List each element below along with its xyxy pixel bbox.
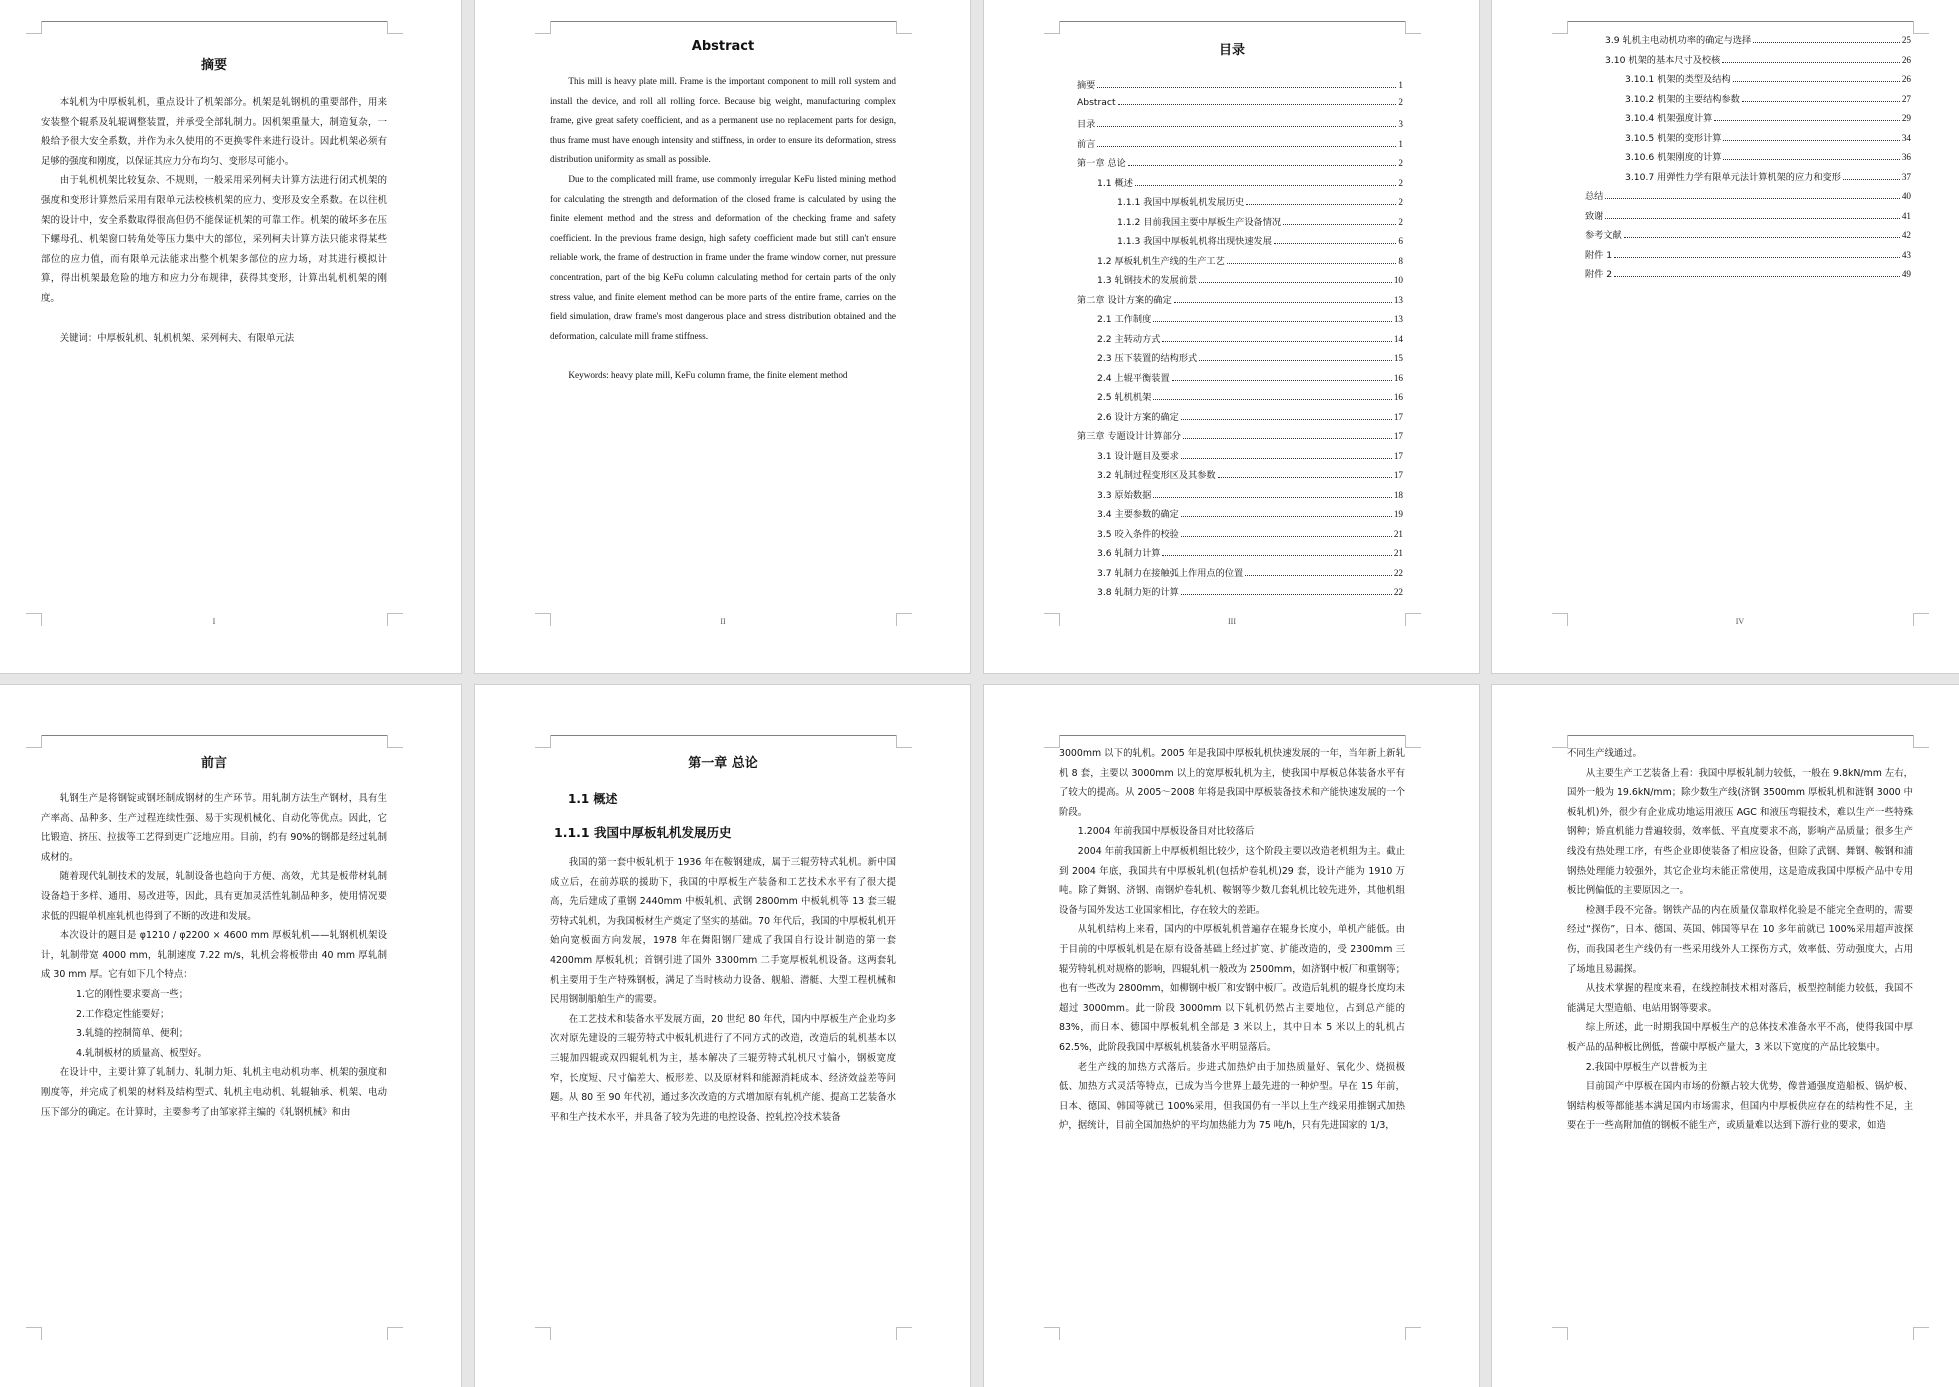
toc-leader-dots — [1153, 321, 1392, 322]
toc-entry-label: 第三章 专题设计计算部分 — [1077, 431, 1181, 442]
toc-leader-dots — [1172, 380, 1392, 381]
toc-entry-page: 17 — [1393, 450, 1403, 461]
toc-leader-dots — [1181, 419, 1392, 420]
paragraph: 在设计中，主要计算了轧制力、轧制力矩、轧机主电动机功率、机架的强度和刚度等，并完成了机架的材料及结构型式、轧机主电动机、轧辊轴承、机架、电动压下部分的确定。在计算时，主要参考了由邹家祥主编的《轧钢机械》和由 — [41, 1067, 387, 1118]
toc-entry-label: 3.10.2 机架的主要结构参数 — [1625, 93, 1740, 105]
toc-entry-page: 1 — [1398, 138, 1403, 149]
toc-entry-label: 1.1.2 目前我国主要中厚板生产设备情况 — [1117, 216, 1282, 228]
toc-leader-dots — [1097, 146, 1396, 147]
toc-entry-label: 3.10.6 机架刚度的计算 — [1625, 152, 1722, 163]
toc-entry-label: 2.2 主转动方式 — [1097, 333, 1161, 345]
toc-leader-dots — [1605, 218, 1899, 219]
toc-entry-label: 3.8 轧制力矩的计算 — [1097, 587, 1179, 598]
toc-leader-dots — [1722, 62, 1900, 63]
toc-entry[interactable] — [1077, 545, 1403, 565]
toc-entry-label: 参考文献 — [1585, 230, 1622, 241]
toc-entry-page: 22 — [1393, 587, 1403, 597]
toc-entry[interactable] — [1077, 97, 1403, 117]
document-page — [1492, 685, 1959, 1387]
toc-entry-page: 2 — [1398, 96, 1403, 107]
toc-entry-label: 3.10.5 机架的变形计算 — [1625, 132, 1722, 144]
toc-entry-label: 3.10 机架的基本尺寸及校核 — [1605, 54, 1721, 66]
document-page — [984, 0, 1479, 673]
toc-leader-dots — [1283, 224, 1396, 225]
toc-entry[interactable] — [1077, 409, 1403, 429]
toc-entry-page: 13 — [1393, 314, 1403, 324]
list-item: 4.轧制板材的质量高、板型好。 — [76, 1047, 207, 1059]
margin-corner-mark — [1044, 735, 1060, 748]
table-of-contents — [1585, 32, 1911, 286]
toc-entry-page: 26 — [1901, 54, 1911, 65]
margin-corner-mark — [1044, 613, 1060, 626]
toc-leader-dots — [1199, 360, 1392, 361]
toc-entry[interactable] — [1077, 428, 1403, 448]
document-page — [984, 685, 1479, 1387]
header-rule — [1059, 735, 1405, 736]
keywords: 关键词：中厚板轧机、轧机机架、采列柯夫、有限单元法 — [59, 332, 295, 344]
paragraph: 轧钢生产是将钢锭或钢坯制成钢材的生产环节。用轧制方法生产钢材，具有生产率高、品种多、生产过程连续性强、易于实现机械化、自动化等优点。因此，它比锻造、挤压、拉拔等工艺得到更广泛地应用。目前，约有 90%的钢都是经过轧制成材的。 — [41, 793, 387, 863]
toc-entry-page: 2 — [1398, 197, 1403, 207]
toc-entry-label: 3.10.4 机架强度计算 — [1625, 113, 1713, 124]
toc-entry[interactable] — [1585, 130, 1911, 150]
paragraph: 1.2004 年前我国中厚板设备目对比较落后 — [1077, 826, 1255, 838]
toc-entry-label: 1.1.3 我国中厚板轧机将出现快速发展 — [1117, 236, 1272, 247]
toc-entry-page: 2 — [1398, 158, 1403, 168]
toc-entry-page: 13 — [1393, 294, 1403, 305]
toc-entry-label: 2.6 设计方案的确定 — [1097, 411, 1179, 423]
list-item: 3.轧缝的控制简单、便利； — [76, 1028, 189, 1040]
toc-entry[interactable] — [1077, 389, 1403, 409]
toc-entry[interactable] — [1585, 110, 1911, 130]
paragraph: 目前国产中厚板在国内市场的份额占较大优势，像普通强度造船板、锅炉板、钢结构板等都能基本满足国内市场需求，但国内中厚板供应存在的结构性不足，主要在于一些高附加值的钢板不能生产，或质量难以达到下游行业的要求，如造 — [1567, 1081, 1913, 1132]
toc-entry-page: 22 — [1393, 567, 1403, 578]
toc-leader-dots — [1733, 81, 1900, 82]
document-page — [475, 0, 970, 673]
list-item: 1.它的刚性要求要高一些； — [76, 988, 189, 1000]
toc-entry-page: 21 — [1393, 548, 1403, 558]
page-number: II — [720, 617, 726, 626]
margin-corner-mark — [1405, 1327, 1421, 1340]
toc-leader-dots — [1153, 399, 1392, 400]
toc-entry-page: 26 — [1901, 74, 1911, 84]
margin-corner-mark — [26, 21, 42, 34]
page-title: 前言 — [200, 756, 227, 771]
toc-entry[interactable] — [1077, 467, 1403, 487]
toc-leader-dots — [1162, 341, 1391, 342]
toc-entry[interactable] — [1585, 32, 1911, 52]
toc-entry[interactable] — [1077, 136, 1403, 156]
toc-entry-label: 3.9 轧机主电动机功率的确定与选择 — [1605, 35, 1752, 46]
toc-entry-page: 17 — [1393, 470, 1403, 480]
toc-leader-dots — [1183, 438, 1392, 439]
page-content — [41, 752, 387, 1122]
margin-corner-mark — [896, 735, 912, 748]
toc-leader-dots — [1118, 104, 1397, 105]
header-rule — [41, 735, 387, 736]
toc-entry[interactable] — [1077, 487, 1403, 507]
toc-leader-dots — [1614, 257, 1900, 258]
toc-entry-page: 8 — [1398, 255, 1403, 266]
page-title: Abstract — [691, 39, 755, 54]
document-page — [0, 685, 461, 1387]
toc-entry-label: 3.3 原始数据 — [1097, 489, 1152, 501]
margin-corner-mark — [1552, 613, 1568, 626]
toc-entry-label: 3.7 轧制力在接触弧上作用点的位置 — [1097, 567, 1244, 579]
page-title: 摘要 — [200, 58, 227, 73]
toc-entry-label: 2.1 工作制度 — [1097, 314, 1152, 325]
toc-leader-dots — [1742, 101, 1900, 102]
page-content — [41, 54, 387, 348]
header-rule — [1059, 21, 1405, 22]
margin-corner-mark — [896, 21, 912, 34]
toc-entry[interactable] — [1077, 214, 1403, 234]
margin-corner-mark — [1913, 613, 1929, 626]
margin-corner-mark — [26, 1327, 42, 1340]
page-content — [550, 752, 896, 1127]
toc-entry-label: 1.3 轧钢技术的发展前景 — [1097, 275, 1198, 286]
toc-entry-label: 3.5 咬入条件的校验 — [1097, 528, 1179, 540]
paragraph: 综上所述，此一时期我国中厚板生产的总体技术准备水平不高，使得我国中厚板产品的品种板比例低，普碳中厚板产量大，3 米以下宽度的产品比较集中。 — [1567, 1022, 1913, 1053]
toc-leader-dots — [1714, 120, 1900, 121]
toc-leader-dots — [1181, 594, 1392, 595]
toc-entry[interactable] — [1077, 272, 1403, 292]
toc-entry-page: 19 — [1393, 509, 1403, 519]
toc-entry[interactable] — [1077, 526, 1403, 546]
toc-entry-label: 3.2 轧制过程变形区及其参数 — [1097, 470, 1216, 481]
toc-entry-label: 目录 — [1077, 119, 1096, 130]
toc-leader-dots — [1128, 165, 1397, 166]
toc-leader-dots — [1605, 198, 1899, 199]
margin-corner-mark — [387, 1327, 403, 1340]
paragraph: 3000mm 以下的轧机。2005 年是我国中厚板轧机快速发展的一年，当年新上新轧机 8 套，主要以 3000mm 以上的宽厚板轧机为主，使我国中厚板总体装备水平有了较大的提高。从 2005～2008 年将是我国中厚板装备技术和产能快速发展的一个阶段。 — [1059, 748, 1405, 818]
toc-entry-page: 2 — [1398, 177, 1403, 188]
toc-entry[interactable] — [1077, 116, 1403, 136]
toc-leader-dots — [1181, 516, 1392, 517]
toc-leader-dots — [1614, 276, 1900, 277]
toc-entry-page: 3 — [1398, 119, 1403, 129]
toc-entry-page: 41 — [1901, 210, 1911, 221]
toc-leader-dots — [1097, 126, 1396, 127]
paragraph: 老生产线的加热方式落后。步进式加热炉由于加热质量好、氧化少、烧损极低、加热方式灵活等特点，已成为当今世界上最先进的一种炉型。早在 15 年前，日本、德国、韩国等就已 100%采用，但我国仍有一半以上生产线采用推钢式加热炉，据统计，目前全国加热炉的平均加热能力为 75 吨/h，只有先进国家的 1/3， — [1059, 1061, 1405, 1132]
margin-corner-mark — [1405, 21, 1421, 34]
paragraph: This mill is heavy plate mill. Frame is the important component to mill roll system and install the device, and roll all rolling force. Because big weight, manufacturing complex frame, give great safety coefficient, and as a permanent use no replacement parts for design, thus frame must have enough intensity and stiffness, in order to ensure its deformation, stress distribution uniformity as small as possible. — [550, 76, 896, 165]
toc-entry-label: 第二章 设计方案的确定 — [1077, 294, 1172, 306]
margin-corner-mark — [535, 735, 551, 748]
paragraph: 检测手段不完备。钢铁产品的内在质量仅靠取样化验是不能完全查明的，需要经过“探伤”，日本、德国、英国、韩国等早在 10 多年前就已 100%采用超声波探伤，而我国老生产线仍有一些采用线外人工探伤方式，效率低、劳动强度大，占用了场地且易漏探。 — [1567, 904, 1913, 975]
paragraph: 不同生产线通过。 — [1567, 748, 1643, 759]
margin-corner-mark — [1044, 21, 1060, 34]
toc-entry-page: 16 — [1393, 372, 1403, 383]
toc-entry[interactable] — [1077, 155, 1403, 175]
toc-entry-page: 10 — [1393, 275, 1403, 285]
toc-entry[interactable] — [1585, 188, 1911, 208]
margin-corner-mark — [1913, 1327, 1929, 1340]
margin-corner-mark — [1913, 735, 1929, 748]
toc-entry[interactable] — [1077, 194, 1403, 214]
toc-leader-dots — [1162, 555, 1391, 556]
toc-entry-label: Abstract — [1077, 96, 1116, 108]
toc-entry[interactable] — [1585, 208, 1911, 228]
margin-corner-mark — [26, 735, 42, 748]
toc-entry-page: 40 — [1901, 191, 1911, 201]
margin-corner-mark — [1552, 1327, 1568, 1340]
paragraph: 随着现代轧制技术的发展，轧制设备也趋向于方便、高效，尤其是板带材轧制设备趋于多样、通用、易改进等，因此，具有更加灵活性轧制品种多，使用情况要求低的四辊单机座轧机也得到了不断的改进和发展。 — [41, 871, 387, 922]
margin-corner-mark — [896, 1327, 912, 1340]
toc-entry[interactable] — [1077, 175, 1403, 195]
page-content — [1567, 744, 1913, 1136]
toc-leader-dots — [1181, 458, 1392, 459]
toc-entry-label: 3.1 设计题目及要求 — [1097, 450, 1179, 462]
toc-leader-dots — [1199, 282, 1392, 283]
toc-entry[interactable] — [1077, 253, 1403, 273]
margin-corner-mark — [535, 1327, 551, 1340]
toc-entry-label: 2.5 轧机机架 — [1097, 392, 1152, 403]
toc-entry[interactable] — [1585, 149, 1911, 169]
toc-entry-label: 摘要 — [1077, 80, 1096, 91]
margin-corner-mark — [387, 21, 403, 34]
header-rule — [1567, 735, 1913, 736]
page-number: III — [1228, 617, 1236, 626]
page-number: IV — [1735, 617, 1745, 626]
paragraph: 从轧机结构上来看，国内的中厚板轧机普遍存在辊身长度小，单机产能低。由于目前的中厚板轧机是在原有设备基础上经过扩宽、扩能改造的，受 2300mm 三辊劳特轧机对规格的影响，四辊轧机一般改为 2500mm，如济钢中板厂和重钢等；也有一些改为 2800mm，如柳钢中板厂和安钢中板厂。改造后轧机的辊身长度均未超过 3000mm。此一阶段 3000mm 以下轧机仍然占主要地位，占到总产能的 83%，而日本、德国中厚板轧机全部是 3 米以上，其中日本 5 米以上的轧机占 62.5%，此阶段我国中厚板轧机装备水平明显落后。 — [1059, 924, 1405, 1053]
header-rule — [1567, 21, 1913, 22]
toc-entry-page: 14 — [1393, 333, 1403, 344]
toc-entry-page: 36 — [1901, 152, 1911, 162]
toc-entry-page: 37 — [1901, 171, 1911, 182]
toc-entry[interactable] — [1585, 52, 1911, 72]
toc-entry-label: 第一章 总论 — [1077, 158, 1126, 169]
paragraph: 从主要生产工艺装备上看：我国中厚板轧制力较低，一般在 9.8kN/mm 左右，国外一般为 19.6kN/mm；除少数生产线(济钢 3500mm 厚板轧机和涟钢 3000 中板轧机)外，很少有企业成功地运用液压 AGC 和液压弯辊技术，难以生产一些特殊钢种；矫直机能力普遍较弱，效率低、平直度要求不高，影响产品质量；很多生产线没有热处理工序，有些企业即使装备了相应设备，但除了武钢、舞钢、鞍钢和浦钢热处理能力较强外，其它企业均未能正常使用，这是造成我国中厚板产品中专用板比例偏低的主要原因之一。 — [1567, 767, 1913, 897]
toc-entry-label: 3.6 轧制力计算 — [1097, 548, 1161, 559]
paragraph: 本次设计的题目是 φ1210 / φ2200 × 4600 mm 厚板轧机——轧钢机机架设计，轧制带宽 4000 mm，轧制速度 7.22 m/s，轧机会将板带由 40 mm 厚轧制成 30 mm 厚。它有如下几个特点： — [41, 930, 387, 981]
toc-entry-label: 2.4 上辊平衡装置 — [1097, 372, 1170, 384]
toc-entry[interactable] — [1585, 247, 1911, 267]
toc-entry-page: 15 — [1393, 353, 1403, 363]
margin-corner-mark — [1044, 1327, 1060, 1340]
toc-entry-label: 1.1.1 我国中厚板轧机发展历史 — [1117, 197, 1245, 208]
toc-leader-dots — [1274, 243, 1396, 244]
toc-entry-page: 2 — [1398, 216, 1403, 227]
toc-entry[interactable] — [1585, 227, 1911, 247]
toc-entry-label: 附件 2 — [1585, 269, 1613, 280]
toc-entry[interactable] — [1077, 584, 1403, 604]
margin-corner-mark — [1405, 613, 1421, 626]
paragraph: 2.我国中厚板生产以普板为主 — [1585, 1061, 1708, 1073]
toc-entry[interactable] — [1077, 448, 1403, 468]
page-title: 第一章 总论 — [688, 756, 758, 771]
toc-entry[interactable] — [1077, 233, 1403, 253]
toc-entry-label: 附件 1 — [1585, 249, 1613, 261]
toc-entry-page: 18 — [1393, 489, 1403, 500]
margin-corner-mark — [387, 735, 403, 748]
toc-entry-page: 25 — [1901, 35, 1911, 45]
toc-entry[interactable] — [1585, 71, 1911, 91]
document-page — [475, 685, 970, 1387]
margin-corner-mark — [535, 21, 551, 34]
margin-corner-mark — [387, 613, 403, 626]
document-page — [1492, 0, 1959, 673]
toc-entry-label: 3.10.1 机架的类型及结构 — [1625, 74, 1731, 85]
table-of-contents — [1077, 77, 1403, 604]
toc-entry[interactable] — [1077, 350, 1403, 370]
toc-entry[interactable] — [1077, 331, 1403, 351]
toc-leader-dots — [1174, 302, 1392, 303]
toc-entry[interactable] — [1077, 311, 1403, 331]
page-title: 目录 — [1218, 43, 1245, 58]
keywords: Keywords: heavy plate mill, KeFu column frame, the finite element method — [568, 370, 848, 381]
page-content — [550, 39, 896, 386]
paragraph: 由于轧机机架比较复杂、不规则，一般采用采列柯夫计算方法进行闭式机架的强度和变形计算然后采用有限单元法校核机架的应力、变形及安全系数。在以往机架的设计中，安全系数取得很高但仍不能保证机架的可靠工作。机架的破坏多在压下螺母孔、机架窗口转角处等压力集中大的部位，采列柯夫计算方法只能求得某些部位的应力值，而有限单元法能求出整个机架多部位的应力场，对其进行模拟计算，得出机架最危险的地方和应力分布规律，获得其变形，计算出轧机机架的刚度。 — [41, 175, 387, 304]
paragraph: 我国的第一套中板轧机于 1936 年在鞍钢建成，属于三辊劳特式轧机。新中国成立后，在前苏联的援助下，我国的中厚板生产装备和工艺技术水平有了很大提高，先后建成了重钢 2440mm 中板轧机、武钢 2800mm 中板轧机等 13 套三辊劳特式轧机，为我国板材生产奠定了坚实的基础。70 年代后，我国的中厚板轧机开始向宽板面方向发展，1978 年在舞阳钢厂建成了我国自行设计制造的第一套 4200mm 厚板轧机；首钢引进了国外 3300mm 二手宽厚板轧机设备。这两套轧机主要用于生产特殊钢板，满足了当时核动力设备、舰船、潜艇、大型工程机械和民用钢制船舶生产的需要。 — [550, 857, 896, 1006]
margin-corner-mark — [535, 613, 551, 626]
toc-entry[interactable] — [1077, 292, 1403, 312]
paragraph: 在工艺技术和装备水平发展方面，20 世纪 80 年代，国内中厚板生产企业均多次对原先建设的三辊劳特式中板轧机进行了不同方式的改造，改造后的轧机基本以三辊加四辊或双四辊轧机为主，基本解决了三辊劳特式轧机尺寸偏小，钢板宽度窄，长度短、尺寸偏差大、板形差、以及原材料和能源消耗成本、经济效益差等问题。从 80 至 90 年代初，通过多次改造的方式增加原有轧机产能、提高工艺装备水平和生产技术水平，并具备了较为先进的电控设备、控轧控冷技术装备 — [550, 1013, 896, 1123]
toc-leader-dots — [1245, 575, 1392, 576]
toc-leader-dots — [1227, 263, 1397, 264]
toc-leader-dots — [1181, 536, 1392, 537]
toc-entry-page: 49 — [1901, 269, 1911, 279]
toc-entry-label: 3.4 主要参数的确定 — [1097, 509, 1179, 520]
toc-leader-dots — [1624, 237, 1900, 238]
toc-entry-page: 6 — [1398, 236, 1403, 246]
toc-entry-label: 1.2 厚板轧机生产线的生产工艺 — [1097, 255, 1225, 267]
toc-entry-page: 17 — [1393, 431, 1403, 441]
toc-entry-page: 21 — [1393, 528, 1403, 539]
toc-leader-dots — [1843, 179, 1900, 180]
toc-entry-label: 1.1 概述 — [1097, 177, 1133, 189]
margin-corner-mark — [26, 613, 42, 626]
toc-entry[interactable] — [1077, 506, 1403, 526]
toc-leader-dots — [1097, 87, 1396, 88]
paragraph: 本轧机为中厚板轧机，重点设计了机架部分。机架是轧钢机的重要部件，用来安装整个辊系及轧辊调整装置，并承受全部轧制力。因机架重量大，制造复杂，一般给予很大安全系数，并作为永久使用的不更换零件来进行设计。因此机架必须有足够的强度和刚度，以保证其应力分布均匀、变形尽可能小。 — [41, 97, 387, 167]
toc-entry[interactable] — [1077, 77, 1403, 97]
toc-entry-label: 3.10.7 用弹性力学有限单元法计算机架的应力和变形 — [1625, 171, 1841, 183]
toc-entry-page: 17 — [1393, 411, 1403, 422]
page-number: I — [212, 617, 216, 626]
toc-entry-page: 42 — [1901, 230, 1911, 240]
page-content — [1059, 744, 1405, 1136]
toc-leader-dots — [1723, 159, 1899, 160]
toc-entry[interactable] — [1585, 169, 1911, 189]
toc-entry-label: 总结 — [1585, 191, 1604, 202]
toc-entry-label: 2.3 压下装置的结构形式 — [1097, 353, 1198, 364]
toc-entry-page: 43 — [1901, 249, 1911, 260]
margin-corner-mark — [1552, 21, 1568, 34]
toc-entry-page: 27 — [1901, 93, 1911, 104]
margin-corner-mark — [1552, 735, 1568, 748]
toc-entry-page: 34 — [1901, 132, 1911, 143]
toc-entry[interactable] — [1585, 91, 1911, 111]
section-heading: 1.1 概述 — [568, 792, 618, 806]
header-rule — [550, 735, 896, 736]
toc-entry[interactable] — [1585, 266, 1911, 286]
toc-entry-page: 16 — [1393, 392, 1403, 402]
paragraph: 2004 年前我国新上中厚板机组比较少，这个阶段主要以改造老机组为主。截止到 2004 年底，我国共有中厚板轧机(包括炉卷轧机)29 套，设计产能为 1910 万吨。除了舞钢、济钢、南钢炉卷轧机、鞍钢等少数几套轧机比较先进外，其他机组设备与国外发达工业国家相比，存在较大的差距。 — [1059, 845, 1405, 916]
header-rule — [41, 21, 387, 22]
document-page — [0, 0, 461, 673]
toc-leader-dots — [1135, 185, 1396, 186]
toc-leader-dots — [1246, 204, 1396, 205]
list-item: 2.工作稳定性能要好； — [76, 1008, 170, 1020]
paragraph: 从技术掌握的程度来看，在线控制技术相对落后，板型控制能力较低，我国不能满足大型造船、电站用钢等要求。 — [1567, 983, 1913, 1014]
toc-entry-page: 1 — [1398, 80, 1403, 90]
header-rule — [550, 21, 896, 22]
toc-entry-label: 前言 — [1077, 138, 1096, 150]
toc-entry[interactable] — [1077, 565, 1403, 585]
margin-corner-mark — [1913, 21, 1929, 34]
paragraph: Due to the complicated mill frame, use commonly irregular KeFu listed mining method for calculating the strength and deformation of the closed frame is calculated by using the finite element method and the stress and deformation of the checking frame and safety coefficient. In the previous frame design, high safety coefficient made but still can't ensure reliable work, the frame of destruction in frame under the frame window corner, nut pressure concentration, part of the big KeFu column calculating method for certain parts of the only stress value, and finite element method can be more parts of the entire frame, carries on the field simulation, draw frame's most dangerous place and stress distribution obtained and the deformation, calculate mill frame stiffness. — [550, 173, 896, 341]
toc-entry-page: 29 — [1901, 113, 1911, 123]
toc-leader-dots — [1723, 140, 1899, 141]
toc-leader-dots — [1753, 42, 1900, 43]
toc-entry[interactable] — [1077, 370, 1403, 390]
toc-leader-dots — [1153, 497, 1392, 498]
margin-corner-mark — [1405, 735, 1421, 748]
toc-entry-label: 致谢 — [1585, 210, 1604, 222]
margin-corner-mark — [896, 613, 912, 626]
toc-leader-dots — [1218, 477, 1392, 478]
subsection-heading: 1.1.1 我国中厚板轧机发展历史 — [554, 825, 732, 840]
